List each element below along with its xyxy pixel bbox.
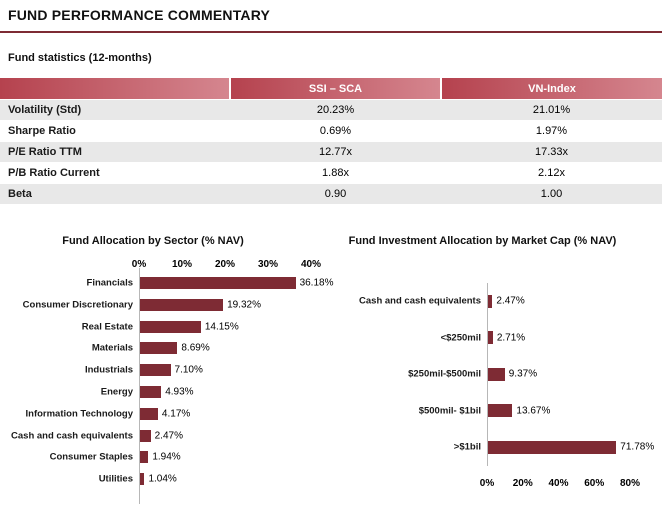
column-header-index: VN-Index (441, 78, 662, 100)
stat-label: Sharpe Ratio (0, 121, 230, 142)
bar (140, 473, 144, 485)
x-axis-tick-label: 60% (584, 478, 605, 489)
bar (488, 441, 616, 454)
x-axis-tick-label: 20% (512, 478, 533, 489)
bar (488, 368, 505, 381)
bar (488, 295, 492, 308)
value-label: 14.15% (204, 321, 239, 333)
chart-title: Fund Allocation by Sector (% NAV) (62, 235, 244, 247)
stat-value: 2.12x (441, 163, 662, 184)
value-label: 2.47% (154, 430, 183, 442)
stat-value: 1.00 (441, 184, 662, 205)
value-label: 71.78% (620, 441, 655, 453)
table-row (0, 100, 662, 121)
value-label: 36.18% (299, 277, 334, 289)
category-label: Financials (86, 277, 133, 289)
value-label: 13.67% (516, 405, 551, 416)
bar (140, 299, 223, 311)
category-label: >$1bil (453, 441, 481, 453)
category-label: Consumer Discretionary (22, 299, 133, 311)
value-label: 2.71% (496, 332, 526, 343)
stat-value: 1.97% (441, 121, 662, 142)
stats-table-body (0, 100, 662, 205)
bar (140, 364, 171, 376)
x-axis-tick-label: 80% (619, 478, 641, 489)
category-label: Real Estate (81, 321, 133, 333)
bar (140, 386, 161, 398)
page-title: FUND PERFORMANCE COMMENTARY (8, 7, 271, 23)
marketcap-allocation-chart (340, 232, 662, 520)
bar (140, 408, 158, 420)
bar (488, 404, 512, 417)
stat-value: 0.90 (230, 184, 441, 205)
bar (140, 430, 151, 442)
stat-value: 20.23% (230, 100, 441, 121)
table-row (0, 184, 662, 205)
table-row (0, 163, 662, 184)
x-axis-tick-label: 10% (171, 259, 193, 270)
title-divider (0, 31, 662, 33)
category-label: Utilities (98, 473, 133, 485)
value-label: 2.47% (496, 295, 525, 307)
bar (140, 277, 296, 289)
sector-allocation-chart (8, 232, 338, 520)
stats-section-heading: Fund statistics (12-months) (8, 52, 152, 64)
table-row (0, 142, 662, 163)
column-header-fund: SSI – SCA (230, 78, 441, 100)
value-label: 4.93% (165, 386, 194, 398)
value-label: 1.04% (148, 473, 177, 485)
category-label: Cash and cash equivalents (11, 430, 133, 442)
x-axis-tick-label: 40% (300, 259, 322, 270)
category-label: Cash and cash equivalents (359, 295, 481, 307)
value-label: 19.32% (227, 299, 261, 311)
bar (488, 331, 493, 344)
column-header-blank (0, 78, 230, 100)
stat-label: P/B Ratio Current (0, 163, 230, 184)
stat-value: 17.33x (441, 142, 662, 163)
stat-label: P/E Ratio TTM (0, 142, 230, 163)
category-label: Energy (100, 386, 133, 398)
category-label: Materials (91, 342, 133, 354)
x-axis-tick-label: 0% (131, 259, 147, 270)
value-label: 9.37% (508, 368, 538, 380)
fund-statistics-table (0, 78, 662, 205)
stat-label: Volatility (Std) (0, 100, 230, 121)
stat-value: 1.88x (230, 163, 441, 184)
table-row (0, 121, 662, 142)
category-label: Industrials (84, 364, 133, 376)
value-label: 7.10% (174, 364, 203, 376)
stat-value: 21.01% (441, 100, 662, 121)
category-label: Consumer Staples (49, 451, 133, 463)
category-label: $500mil- $1bil (418, 405, 481, 416)
category-label: Information Technology (25, 408, 133, 420)
x-axis-tick-label: 30% (257, 259, 279, 270)
value-label: 1.94% (152, 451, 181, 463)
chart-title: Fund Investment Allocation by Market Cap (% NAV) (348, 235, 617, 247)
category-label: $250mil-$500mil (408, 368, 481, 380)
stat-label: Beta (0, 184, 230, 205)
x-axis-tick-label: 40% (548, 478, 569, 489)
category-label: <$250mil (440, 332, 481, 343)
bar (140, 321, 201, 333)
table-header-row (0, 78, 662, 100)
x-axis-tick-label: 20% (214, 259, 236, 270)
bar (140, 451, 148, 463)
stat-value: 12.77x (230, 142, 441, 163)
value-label: 4.17% (161, 408, 191, 420)
value-label: 8.69% (181, 342, 210, 354)
x-axis-tick-label: 0% (479, 478, 495, 489)
stat-value: 0.69% (230, 121, 441, 142)
bar (140, 342, 177, 354)
